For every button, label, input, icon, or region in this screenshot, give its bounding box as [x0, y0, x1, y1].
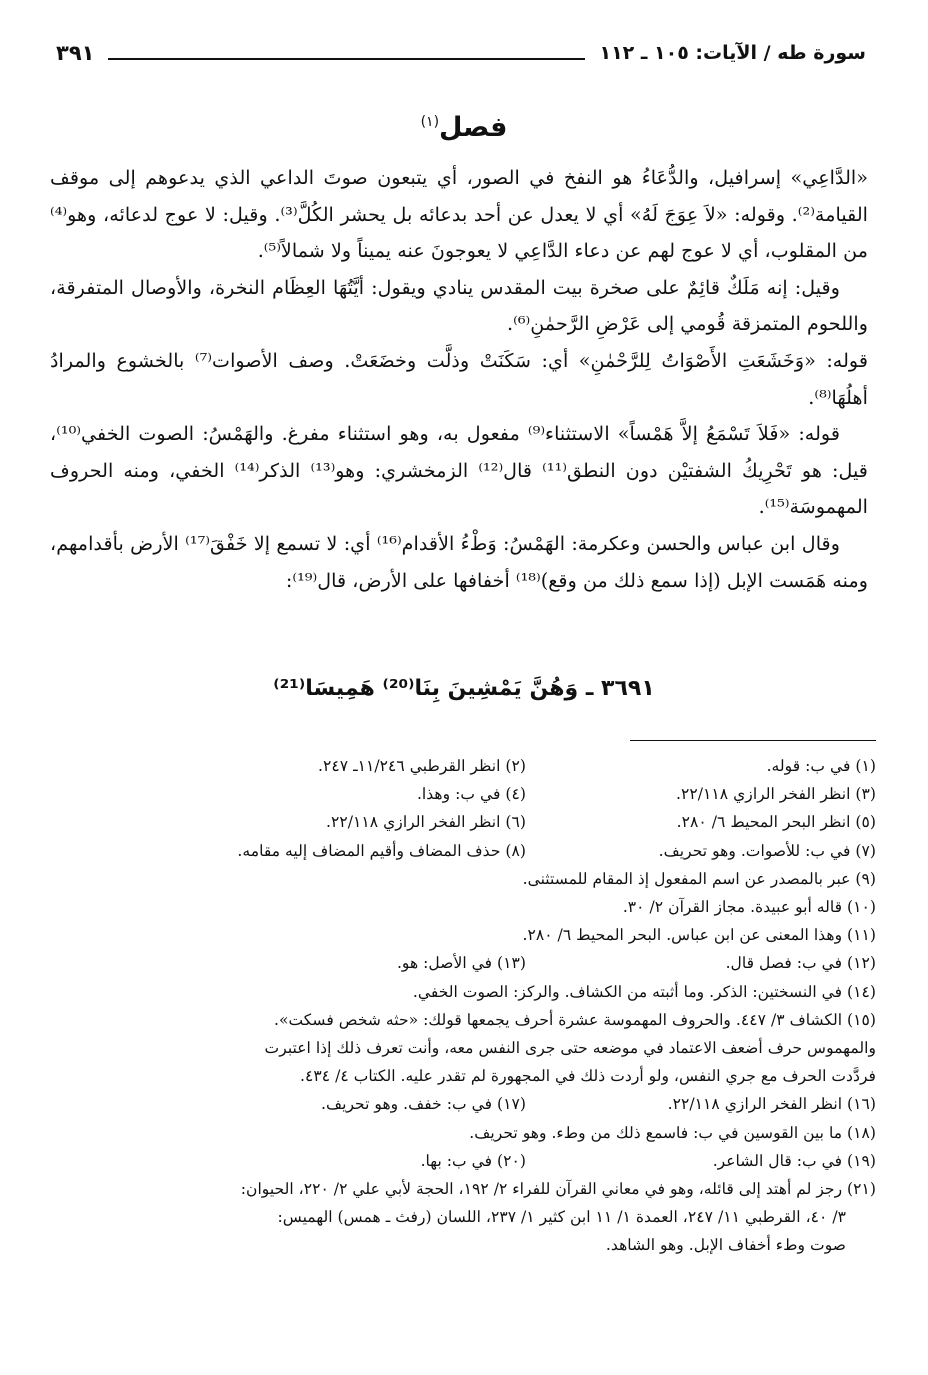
page-number: ٣٩١ — [56, 41, 95, 65]
footnote: (١٣) في الأصل: هو. — [396, 954, 526, 973]
paragraph: وقيل: إنه مَلَكٌ قائِمٌ على صخرة بيت المقدس ينادي ويقول: أيَّتُهَا العِظَام النخرة، والأوصال المتفرقة، واللحوم المتمزقة قُومي إلى عَرْضِ الرَّحمٰنِ⁽⁶⁾. — [50, 275, 868, 336]
footnote: (٤) في ب: وهذا. — [416, 785, 526, 804]
footnote: (٩) عبر بالمصدر عن اسم المفعول إذ المقام للمستثنى. — [522, 869, 876, 888]
footnote: (٢٠) في ب: بها. — [420, 1151, 526, 1170]
footnote-row — [50, 808, 876, 836]
footnote-row — [50, 1090, 876, 1118]
footnote: (١٦) انظر الفخر الرازي ٢٢/١١٨. — [667, 1095, 876, 1114]
footnote: (١٢) في ب: فصل قال. — [725, 954, 876, 973]
footnote-row — [50, 752, 876, 780]
verse-line: ٣٦٩١ ـ وَهُنَّ يَمْشِينَ بِنَا⁽²⁰⁾ هَمِيسَا⁽²¹⁾ — [273, 676, 655, 701]
main-text — [50, 160, 868, 599]
footnote-row — [50, 780, 876, 808]
footnote-continuation: صوت وطء أخفاف الإبل. وهو الشاهد. — [605, 1236, 846, 1255]
running-title: سورة طه / الآيات: ١٠٥ ـ ١١٢ — [599, 42, 866, 64]
footnote: (١٨) ما بين القوسين في ب: فاسمع ذلك من وطء. وهو تحريف. — [469, 1123, 876, 1142]
header-rule — [108, 58, 585, 60]
footnote: (١٠) قاله أبو عبيدة. مجاز القرآن ٢/ ٣٠. — [622, 898, 876, 917]
footnote-continuation: والمهموس حرف أضعف الاعتماد في موضعه حتى جرى النفس معه، وأنت تعرف ذلك إذا اعتبرت — [264, 1039, 876, 1058]
footnote: (٨) حذف المضاف وأقيم المضاف إليه مقامه. — [237, 841, 526, 860]
footnote: (١٥) الكشاف ٣/ ٤٤٧. والحروف المهموسة عشرة أحرف يجمعها قولك: «حثه شخص فسكت». — [273, 1010, 876, 1029]
page-header — [56, 36, 866, 70]
footnote: (١) في ب: قوله. — [766, 757, 876, 775]
footnote: (١٩) في ب: قال الشاعر. — [712, 1151, 876, 1170]
footnote-continuation: فردَّدت الحرف مع جري النفس، ولو أردت ذلك في المجهورة لم تقدر عليه. الكتاب ٤/ ٤٣٤. — [300, 1067, 876, 1086]
footnote: (١٧) في ب: خفف. وهو تحريف. — [321, 1095, 526, 1114]
footnotes — [50, 752, 876, 1260]
paragraph: قوله: «فَلاَ تَسْمَعُ إلاَّ هَمْساً» الاستثناء⁽⁹⁾ مفعول به، وهو استثناء مفرغ. والهَمْسُ: الصوت الخفي⁽¹⁰⁾، قيل: هو تَحْرِيكُ الشفتيْن دون النطق⁽¹¹⁾ قال⁽¹²⁾ الزمخشري: وهو⁽¹³⁾ الذكر⁽¹⁴⁾ الخفي، ومنه الحروف المهموسَة⁽¹⁵⁾. — [50, 422, 868, 519]
footnote: (٣) انظر الفخر الرازي ٢٢/١١٨. — [676, 785, 876, 804]
footnote: (٧) في ب: للأصوات. وهو تحريف. — [658, 841, 876, 860]
paragraph: وقال ابن عباس والحسن وعكرمة: الهَمْسُ: وَطْءُ الأقدام⁽¹⁶⁾ أي: لا تسمع إلا خَفْقَ⁽¹⁷⁾ الأرض بأقدامهم، ومنه هَمَست الإبل (إذا سمع ذلك من وقع)⁽¹⁸⁾ أخفافها على الأرض، قال⁽¹⁹⁾: — [50, 531, 868, 592]
footnote-divider — [630, 740, 876, 741]
section-note-ref: (١) — [420, 114, 440, 130]
footnote: (٢١) رجز لم أهتد إلى قائله، وهو في معاني القرآن للفراء ٢/ ١٩٢، الحجة لأبي علي ٢/ ٢٢٠، الحيوان: — [240, 1180, 876, 1199]
footnote: (١٤) في النسختين: الذكر. وما أثبته من الكشاف. والركز: الصوت الخفي. — [412, 982, 876, 1001]
paragraph: قوله: «وَخَشَعَتِ الأَصْوَاتُ لِلرَّحْمٰنِ» أي: سَكَنَتْ وذلَّت وخضَعَتْ. وصف الأصوات⁽⁷⁾ بالخشوع والمرادُ أهلُهَا⁽⁸⁾. — [50, 348, 868, 409]
footnote: (٢) انظر القرطبي ١١/٢٤٦ـ ٢٤٧. — [318, 757, 526, 775]
paragraph: «الدَّاعِي» إسرافيل، والدُّعَاءُ هو النفخ في الصور، أي يتبعون صوتَ الداعي الذي يدعوهم إلى موقف القيامة⁽²⁾. وقوله: «لاَ عِوَجَ لَهُ» أي لا يعدل عن أحد بدعائه بل يحشر الكُلَّ⁽³⁾. وقيل: لا عوج لدعائه، وهو⁽⁴⁾ من المقلوب، أي لا عوج لهم عن دعاء الدَّاعِي لا يعوجونَ عنه يميناً ولا شمالاً⁽⁵⁾. — [50, 166, 868, 263]
footnote: (٦) انظر الفخر الرازي ٢٢/١١٨. — [326, 813, 526, 832]
section-title-text: فصل — [439, 112, 508, 143]
footnote: (١١) وهذا المعنى عن ابن عباس. البحر المحيط ٦/ ٢٨٠. — [522, 926, 876, 945]
section-heading — [0, 112, 928, 143]
footnote-continuation: ٣/ ٤٠، القرطبي ١١/ ٢٤٧، العمدة ١/ ١١ ابن كثير ١/ ٢٣٧، اللسان (رفث ـ همس) الهميس: — [277, 1208, 846, 1227]
footnote-row — [50, 949, 876, 977]
footnote: (٥) انظر البحر المحيط ٦/ ٢٨٠. — [676, 813, 876, 832]
footnote-row — [50, 837, 876, 865]
footnote-row — [50, 1147, 876, 1175]
